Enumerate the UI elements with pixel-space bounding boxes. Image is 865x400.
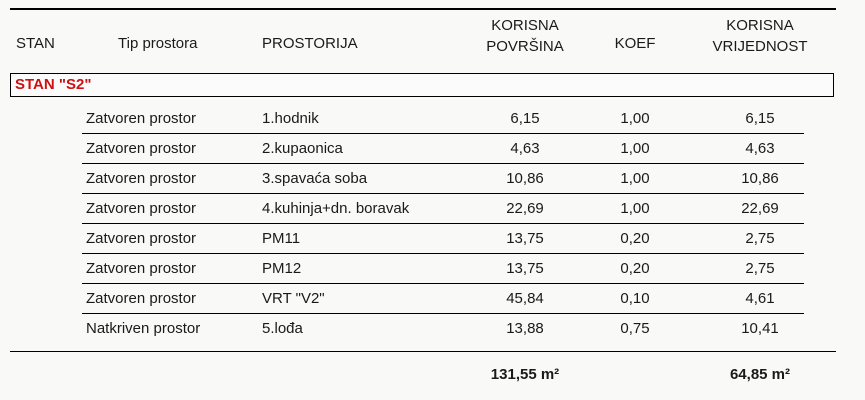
cell-prostorija: 3.spavaća soba [262, 170, 368, 187]
cell-povrsina: 4,63 [510, 140, 540, 157]
header-tip-prostora: Tip prostora [118, 35, 198, 52]
header-stan: STAN [16, 35, 55, 52]
cell-prostorija: 2.kupaonica [262, 140, 343, 157]
table-row [0, 224, 865, 254]
cell-povrsina: 6,15 [510, 110, 540, 127]
total-korisna-vrijednost: 64,85 m² [729, 366, 791, 383]
header-prostorija: PROSTORIJA [262, 35, 358, 52]
cell-prostorija: PM12 [262, 260, 302, 277]
total-korisna-povrsina: 131,55 m² [490, 366, 560, 383]
table-row [0, 104, 865, 134]
cell-tip: Zatvoren prostor [86, 170, 197, 187]
table-bottom-rule [10, 351, 836, 352]
header-korisna-vrijednost-line1: KORISNA [726, 17, 794, 34]
table-row [0, 284, 865, 314]
cell-tip: Zatvoren prostor [86, 200, 197, 217]
cell-koef: 0,20 [620, 230, 650, 247]
table-row [0, 194, 865, 224]
cell-koef: 1,00 [620, 170, 650, 187]
cell-prostorija: 5.lođa [262, 320, 303, 337]
section-label: STAN "S2" [15, 76, 92, 93]
cell-povrsina: 13,75 [506, 230, 544, 247]
cell-prostorija: 4.kuhinja+dn. boravak [262, 200, 410, 217]
header-korisna-vrijednost-line2: VRIJEDNOST [712, 38, 808, 55]
cell-koef: 1,00 [620, 140, 650, 157]
cell-tip: Natkriven prostor [86, 320, 201, 337]
cell-povrsina: 45,84 [506, 290, 544, 307]
cell-vrijednost: 6,15 [745, 110, 775, 127]
header-korisna-vrijednost [700, 15, 820, 57]
cell-tip: Zatvoren prostor [86, 230, 197, 247]
table-row [0, 254, 865, 284]
cell-povrsina: 22,69 [506, 200, 544, 217]
cell-koef: 1,00 [620, 110, 650, 127]
header-korisna-povrsina [465, 15, 585, 57]
cell-vrijednost: 4,61 [745, 290, 775, 307]
cell-vrijednost: 2,75 [745, 230, 775, 247]
cell-vrijednost: 22,69 [741, 200, 779, 217]
cell-vrijednost: 2,75 [745, 260, 775, 277]
table-row [0, 134, 865, 164]
table-row [0, 164, 865, 194]
cell-koef: 0,20 [620, 260, 650, 277]
cell-povrsina: 13,88 [506, 320, 544, 337]
cell-povrsina: 13,75 [506, 260, 544, 277]
cell-tip: Zatvoren prostor [86, 290, 197, 307]
cell-koef: 0,75 [620, 320, 650, 337]
cell-tip: Zatvoren prostor [86, 140, 197, 157]
cell-tip: Zatvoren prostor [86, 260, 197, 277]
section-row [10, 73, 834, 97]
header-korisna-povrsina-line1: KORISNA [491, 17, 559, 34]
cell-vrijednost: 10,86 [741, 170, 779, 187]
cell-prostorija: PM11 [262, 230, 301, 247]
header-koef: KOEF [614, 35, 656, 52]
table-top-rule [10, 8, 836, 10]
cell-prostorija: VRT "V2" [262, 290, 325, 307]
cell-povrsina: 10,86 [506, 170, 544, 187]
cell-koef: 1,00 [620, 200, 650, 217]
cell-tip: Zatvoren prostor [86, 110, 197, 127]
table-row [0, 314, 865, 344]
header-korisna-povrsina-line2: POVRŠINA [486, 38, 564, 55]
cell-prostorija: 1.hodnik [262, 110, 319, 127]
cell-koef: 0,10 [620, 290, 650, 307]
cell-vrijednost: 4,63 [745, 140, 775, 157]
cell-vrijednost: 10,41 [741, 320, 779, 337]
